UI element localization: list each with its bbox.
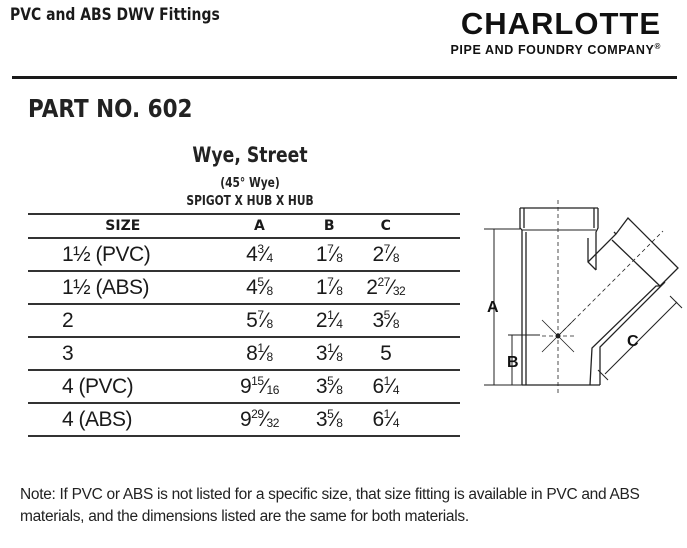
col-header-b: B <box>301 214 357 238</box>
whole-number: 6 <box>372 375 384 398</box>
whole-number: 2 <box>366 276 378 299</box>
fraction-numerator: 7 <box>327 242 334 256</box>
dimension-label-c: C <box>627 333 639 350</box>
dimensions-table <box>28 213 460 437</box>
dim-b-cell <box>301 304 357 337</box>
dim-a-cell <box>218 304 302 337</box>
part-number: PART NO. 602 <box>28 94 193 123</box>
fraction-numerator: 7 <box>383 242 390 256</box>
fraction-denominator: 8 <box>336 350 343 364</box>
fraction-numerator: 7 <box>327 275 334 289</box>
fraction-denominator: 32 <box>392 284 406 298</box>
whole-number: 3 <box>315 342 328 365</box>
whole-number: 9 <box>239 375 252 398</box>
whole-number: 8 <box>246 342 258 365</box>
table-row <box>28 370 460 403</box>
fraction-slash: ⁄ <box>333 243 337 266</box>
whole-number: 2 <box>315 309 328 332</box>
fraction-numerator: 1 <box>327 341 334 355</box>
fraction-denominator: 16 <box>266 383 279 397</box>
table-row <box>28 337 460 370</box>
whole-number: 4 <box>246 243 258 266</box>
dim-c-cell <box>357 271 414 304</box>
dimension-label-a: A <box>487 299 499 316</box>
fraction-numerator: 7 <box>257 308 264 322</box>
fraction-denominator: 8 <box>392 251 400 265</box>
fraction-denominator: 4 <box>392 383 400 397</box>
whole-number: 9 <box>239 408 252 431</box>
logo-tagline <box>451 42 662 57</box>
street-wye-diagram <box>460 190 687 400</box>
part-name: Wye, Street <box>192 143 308 167</box>
table-row <box>28 271 460 304</box>
dim-c-cell <box>357 337 414 370</box>
dim-c-cell <box>357 370 414 403</box>
table-row <box>28 403 460 436</box>
fraction-slash: ⁄ <box>333 375 337 398</box>
table-row <box>28 238 460 271</box>
row-spacer <box>414 304 460 337</box>
fraction-denominator: 8 <box>336 284 343 298</box>
fraction-denominator: 8 <box>266 284 273 298</box>
fraction-denominator: 32 <box>266 416 279 430</box>
size-cell: 4 (PVC) <box>28 370 218 403</box>
fraction-denominator: 8 <box>336 251 343 265</box>
fraction-numerator: 5 <box>383 308 390 322</box>
whole-number: 3 <box>315 408 328 431</box>
fraction-denominator: 8 <box>266 350 273 364</box>
part-connection: SPIGOT X HUB X HUB <box>186 194 314 209</box>
col-header-spacer <box>414 214 460 238</box>
registered-mark: ® <box>654 42 661 51</box>
fraction-slash: ⁄ <box>389 276 393 299</box>
size-cell: 2 <box>28 304 218 337</box>
size-cell: 1½ (PVC) <box>28 238 218 271</box>
whole-number: 5 <box>246 309 258 332</box>
fraction-numerator: 1 <box>383 407 390 421</box>
fraction-numerator: 1 <box>383 374 390 388</box>
whole-number: 3 <box>372 309 384 332</box>
col-header-a: A <box>218 214 302 238</box>
dim-a-cell <box>218 238 302 271</box>
fraction-slash: ⁄ <box>389 375 393 398</box>
size-cell: 4 (ABS) <box>28 403 218 436</box>
whole-number: 5 <box>380 341 392 365</box>
fraction-numerator: 29 <box>251 407 264 421</box>
fraction-numerator: 5 <box>327 374 334 388</box>
fraction-slash: ⁄ <box>389 408 393 431</box>
col-header-c: C <box>357 214 414 238</box>
table-header-row <box>28 214 460 238</box>
size-cell: 1½ (ABS) <box>28 271 218 304</box>
whole-number: 1 <box>315 243 328 266</box>
fraction-denominator: 8 <box>392 317 400 331</box>
fraction-numerator: 5 <box>257 275 264 289</box>
fraction-slash: ⁄ <box>389 309 393 332</box>
logo-wordmark: CHARLOTTE <box>460 6 661 41</box>
dim-b-cell <box>301 370 357 403</box>
row-spacer <box>414 238 460 271</box>
fraction-slash: ⁄ <box>333 276 337 299</box>
fraction-slash: ⁄ <box>263 342 267 365</box>
fraction-numerator: 3 <box>257 242 264 256</box>
row-spacer <box>414 370 460 403</box>
company-logo <box>451 8 662 57</box>
row-spacer <box>414 271 460 304</box>
fraction-slash: ⁄ <box>263 243 267 266</box>
dim-c-cell <box>357 403 414 436</box>
fraction-slash: ⁄ <box>263 375 267 398</box>
size-cell: 3 <box>28 337 218 370</box>
logo-tagline-text: PIPE AND FOUNDRY COMPANY <box>450 43 655 58</box>
dim-b-cell <box>301 271 357 304</box>
fraction-slash: ⁄ <box>389 243 393 266</box>
fraction-denominator: 8 <box>266 317 273 331</box>
col-header-size: SIZE <box>28 214 218 238</box>
dim-b-cell <box>301 337 357 370</box>
dim-b-cell <box>301 403 357 436</box>
whole-number: 2 <box>372 243 384 266</box>
document-title: PVC and ABS DWV Fittings <box>10 5 220 25</box>
header-divider <box>12 76 677 79</box>
fraction-slash: ⁄ <box>333 342 337 365</box>
dimension-label-b: B <box>507 354 519 371</box>
dim-c-cell <box>357 238 414 271</box>
table-row <box>28 304 460 337</box>
fraction-numerator: 5 <box>327 407 334 421</box>
fraction-slash: ⁄ <box>333 408 337 431</box>
row-spacer <box>414 403 460 436</box>
dim-b-cell <box>301 238 357 271</box>
dim-a-cell <box>218 337 302 370</box>
fraction-denominator: 8 <box>336 383 343 397</box>
fraction-slash: ⁄ <box>263 408 267 431</box>
whole-number: 3 <box>315 375 328 398</box>
dim-a-cell <box>218 370 302 403</box>
whole-number: 1 <box>315 276 328 299</box>
dim-a-cell <box>218 271 302 304</box>
whole-number: 4 <box>246 276 258 299</box>
material-note: Note: If PVC or ABS is not listed for a specific size, that size fitting is available in PVC and ABS materials, and the dimensions listed are the same for both materials. <box>20 486 640 525</box>
fraction-slash: ⁄ <box>333 309 337 332</box>
part-subtitle: (45° Wye) <box>220 176 280 191</box>
fraction-denominator: 4 <box>266 251 273 265</box>
fraction-slash: ⁄ <box>263 309 267 332</box>
dim-a-cell <box>218 403 302 436</box>
fraction-denominator: 4 <box>336 317 343 331</box>
fraction-numerator: 27 <box>377 275 390 289</box>
dim-c-cell <box>357 304 414 337</box>
fraction-denominator: 4 <box>392 416 400 430</box>
fraction-denominator: 8 <box>336 416 343 430</box>
fraction-slash: ⁄ <box>263 276 267 299</box>
whole-number: 6 <box>372 408 384 431</box>
fraction-numerator: 1 <box>327 308 334 322</box>
fraction-numerator: 1 <box>257 341 264 355</box>
fraction-numerator: 15 <box>251 374 264 388</box>
row-spacer <box>414 337 460 370</box>
